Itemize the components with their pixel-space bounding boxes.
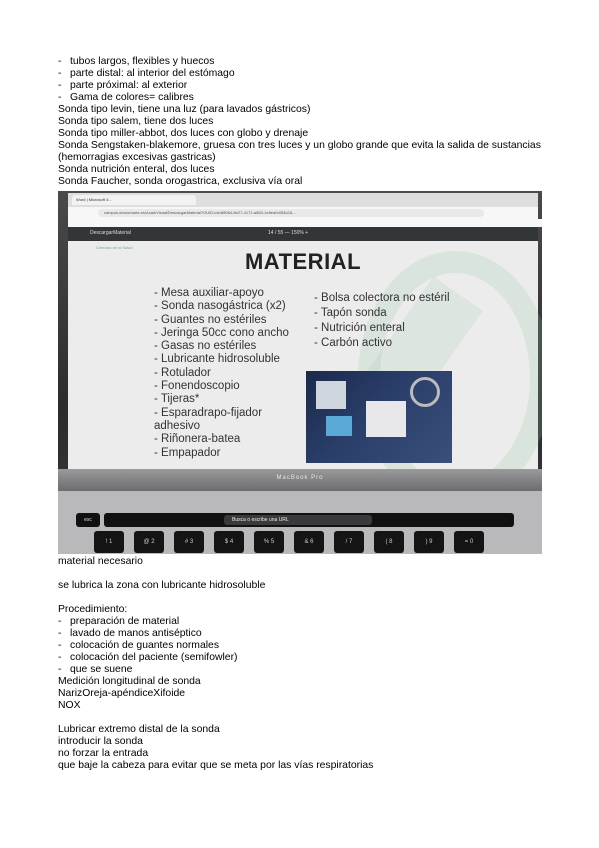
presentation-slide: [68, 241, 538, 469]
list-item: [58, 640, 548, 652]
list-item-text: lavado de manos antiséptico: [70, 628, 202, 639]
slide-list-item: - Lubricante hidrosoluble: [154, 353, 280, 366]
list-item: [58, 56, 548, 68]
key-row: [66, 531, 536, 554]
text-line: que baje la cabeza para evitar que se meta por las vías respiratorias: [58, 760, 374, 771]
list-item-text: colocación de guantes normales: [70, 640, 220, 651]
material-item: [410, 377, 440, 407]
procedure-list: [58, 616, 548, 676]
bookmarks-bar: [68, 219, 542, 227]
esc-key: esc: [76, 513, 100, 527]
list-item: [58, 92, 548, 104]
slide-list-item: - Mesa auxiliar-apoyo: [154, 287, 264, 299]
bullet-dash: -: [58, 640, 62, 651]
text-line: Sonda tipo miller-abbot, dos luces con globo y drenaje: [58, 128, 309, 139]
notes-top: [58, 56, 548, 188]
browser-tab: Word | Microsoft 3...: [72, 195, 196, 205]
text-line: NarizOreja-apéndiceXifoide: [58, 688, 186, 699]
laptop-brand: MacBook Pro: [276, 475, 324, 481]
slide-list-item: - Sonda nasogástrica (x2): [154, 300, 286, 313]
slide-list-item: - Guantes no estériles: [154, 313, 267, 326]
keyboard-key: / 7: [334, 531, 364, 553]
text-line: Sonda Faucher, sonda orogastrica, exclusiva vía oral: [58, 176, 303, 187]
slide-list-left: [154, 287, 289, 460]
material-item: [316, 381, 346, 409]
pdf-page-controls: 14 / 55 — 150% +: [268, 230, 309, 236]
text-line: Sonda Sengstaken-blakemore, gruesa con tres luces y un globo grande que evita la salida de sustancias (hemorragias excesivas gastricas): [58, 140, 541, 163]
keyboard-key: = 0: [454, 531, 484, 553]
bullet-dash: -: [58, 92, 62, 103]
text-line: Lubricar extremo distal de la sonda: [58, 724, 220, 735]
bullet-dash: -: [58, 80, 62, 91]
list-item-text: colocación del paciente (semifowler): [70, 652, 238, 663]
slide-list-item: - Nutrición enteral: [314, 322, 405, 334]
text-line: no forzar la entrada: [58, 748, 149, 759]
slide-list-item: - Empapador: [154, 446, 221, 459]
url-text: campus.ubroomarte.es/Acad/Visual/DescargarMaterial?OUID=de4f8064-8e27-4171-a583-1e8ea0d3f3d2&...: [98, 209, 484, 217]
slide-list-item: - Tapón sonda: [314, 307, 387, 319]
list-item: [58, 68, 548, 80]
keyboard-key: ! 1: [94, 531, 124, 553]
text-line: Sonda tipo salem, tiene dos luces: [58, 116, 214, 127]
bullet-dash: -: [58, 652, 62, 663]
laptop-screen: [68, 193, 538, 469]
bullet-list: [58, 56, 548, 104]
list-item: [58, 652, 548, 664]
sonda-types-list: [58, 104, 548, 188]
list-item: [58, 80, 548, 92]
keyboard-key: @ 2: [134, 531, 164, 553]
text-line: Sonda tipo levin, tiene una luz (para lavados gástricos): [58, 104, 311, 115]
lubricate-note: se lubrica la zona con lubricante hidrosoluble: [58, 580, 266, 591]
slide-list-item: - Fonendoscopio: [154, 380, 240, 393]
keyboard-key: ) 9: [414, 531, 444, 553]
list-item: [58, 628, 548, 640]
bullet-dash: -: [58, 664, 62, 675]
bullet-dash: -: [58, 68, 62, 79]
list-item-text: que se suene: [70, 664, 133, 675]
text-line: NOX: [58, 700, 81, 711]
keyboard-key: & 6: [294, 531, 324, 553]
slide-subtitle: Ciencias de la Salud: [96, 245, 133, 250]
slide-title: MATERIAL: [244, 249, 362, 274]
measure-list: [58, 676, 548, 712]
slide-list-right: [314, 291, 450, 351]
laptop-photo: [58, 191, 542, 554]
bullet-dash: -: [58, 616, 62, 627]
pdf-title: DescargarMaterial: [90, 230, 131, 236]
text-line: introducir la sonda: [58, 736, 143, 747]
materials-photo: [306, 371, 452, 463]
keyboard-key: ( 8: [374, 531, 404, 553]
keyboard-key: % 5: [254, 531, 284, 553]
material-item: [326, 416, 352, 436]
text-line: Medición longitudinal de sonda: [58, 676, 201, 687]
slide-list-item: - Rotulador: [154, 366, 211, 379]
list-item-text: Gama de colores= calibres: [70, 92, 194, 103]
list-item-text: tubos largos, flexibles y huecos: [70, 56, 215, 67]
slide-list-item: - Esparadrapo-fijador: [154, 406, 263, 419]
bullet-dash: -: [58, 628, 62, 639]
steps-list: [58, 724, 548, 772]
text-line: Sonda nutrición enteral, dos luces: [58, 164, 215, 175]
slide-list-item: - Jeringa 50cc cono ancho: [154, 326, 289, 339]
list-item-text: parte distal: al interior del estómago: [70, 68, 235, 79]
slide-list-item: - Gasas no estériles: [154, 340, 257, 353]
pdf-toolbar: [68, 227, 538, 241]
list-item-text: parte próximal: al exterior: [70, 80, 188, 91]
photo-caption: material necesario: [58, 556, 143, 567]
slide-list-item: - Riñonera-batea: [154, 433, 241, 446]
material-item: [366, 401, 406, 437]
slide-list-item: - Bolsa colectora no estéril: [314, 292, 450, 304]
slide-list-item: adhesivo: [154, 419, 201, 432]
keyboard-key: # 3: [174, 531, 204, 553]
list-item: [58, 616, 548, 628]
browser-address-bar: [68, 207, 538, 219]
procedure-title: Procedimiento:: [58, 604, 128, 615]
list-item: [58, 664, 548, 676]
touchbar-search: Busca o escribe una URL: [224, 515, 372, 525]
keyboard-key: $ 4: [214, 531, 244, 553]
slide-list-item: - Tijeras*: [154, 393, 200, 406]
notes-bottom: [58, 556, 548, 772]
laptop-keyboard: [58, 491, 542, 554]
slide-list-item: - Carbón activo: [314, 337, 392, 349]
bullet-dash: -: [58, 56, 62, 67]
list-item-text: preparación de material: [70, 616, 180, 627]
touch-bar: [104, 513, 514, 527]
browser-tab-bar: [68, 193, 538, 207]
